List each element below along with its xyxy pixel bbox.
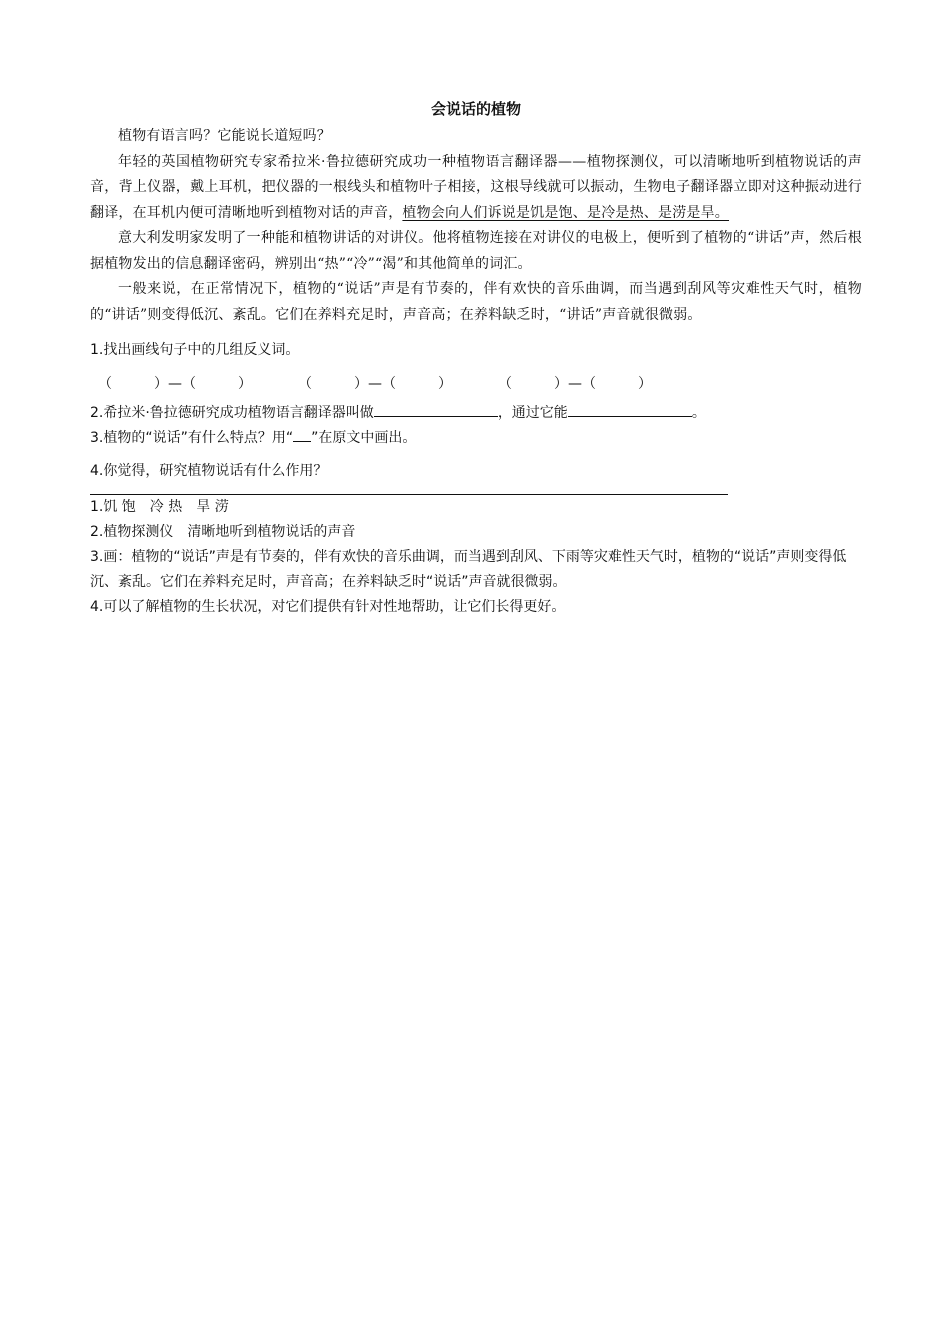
passage-paragraph-4: 一般来说，在正常情况下，植物的“说话”声是有节奏的，伴有欢快的音乐曲调，而当遇到刮风等灾难性天气时，植物的“讲话”则变得低沉、紊乱。它们在养料充足时，声音高；在养料缺乏时，“讲话”声音就很微弱。 xyxy=(90,281,862,323)
antonym-pair-1[interactable]: （ ）—（ ） xyxy=(98,376,252,392)
underlined-sentence: 植物会向人们诉说是饥是饱、是冷是热、是涝是旱。 xyxy=(402,204,730,221)
antonym-pair-3[interactable]: （ ）—（ ） xyxy=(498,376,652,392)
passage-paragraph-1: 植物有语言吗？它能说长道短吗？ xyxy=(118,128,331,144)
question-3-text-a: 3.植物的“说话”有什么特点？用“ xyxy=(90,430,294,446)
answer-3: 3.画：植物的“说话”声是有节奏的，伴有欢快的音乐曲调，而当遇到刮风、下雨等灾难性天气时，植物的“说话”声则变得低沉、紊乱。它们在养料充足时，声音高；在养料缺乏时“说话”声音就很微弱。 xyxy=(90,549,847,590)
answer-key xyxy=(90,495,862,620)
question-2 xyxy=(90,401,862,426)
question-2-text-b: ，通过它能 xyxy=(497,405,568,421)
question-1: 1.找出画线句子中的几组反义词。 xyxy=(90,342,300,358)
answer-blank-1[interactable] xyxy=(374,402,498,417)
question-2-text-c: 。 xyxy=(691,405,706,421)
reading-passage xyxy=(90,124,862,328)
question-3-text-b: ”在原文中画出。 xyxy=(311,430,417,446)
answer-4: 4.可以了解植物的生长状况，对它们提供有针对性地帮助，让它们长得更好。 xyxy=(90,599,566,615)
question-2-text-a: 2.希拉米·鲁拉德研究成功植物语言翻译器叫做 xyxy=(90,405,374,421)
question-4: 4.你觉得，研究植物说话有什么作用？ xyxy=(90,463,328,479)
passage-paragraph-2 xyxy=(90,150,862,227)
antonym-pair-2[interactable]: （ ）—（ ） xyxy=(298,376,452,392)
questions xyxy=(90,338,862,495)
worksheet xyxy=(90,98,862,620)
answer-blank-2[interactable] xyxy=(568,402,692,417)
answer-1: 1.饥 饱 冷 热 旱 涝 xyxy=(90,499,229,515)
passage-paragraph-3: 意大利发明家发明了一种能和植物讲话的对讲仪。他将植物连接在对讲仪的电极上，便听到了植物的“讲话”声，然后根据植物发出的信息翻译密码，辨别出“热”“冷”“渴”和其他简单的词汇。 xyxy=(90,230,862,272)
answer-2: 2.植物探测仪 清晰地听到植物说话的声音 xyxy=(90,524,356,540)
underline-mark xyxy=(293,429,311,442)
antonym-blanks xyxy=(98,373,862,393)
page-title: 会说话的植物 xyxy=(430,100,521,118)
question-3 xyxy=(90,426,862,451)
passage-paragraph-2-text: 年轻的英国植物研究专家希拉米·鲁拉德研究成功一种植物语言翻译器——植物探测仪，可以清晰地听到植物说话的声音，背上仪器，戴上耳机，把仪器的一根线头和植物叶子相接，这根导线就可以振动，生物电子翻译器立即对这种振动进行翻译，在耳机内便可清晰地听到植物对话的声音， xyxy=(90,153,862,221)
